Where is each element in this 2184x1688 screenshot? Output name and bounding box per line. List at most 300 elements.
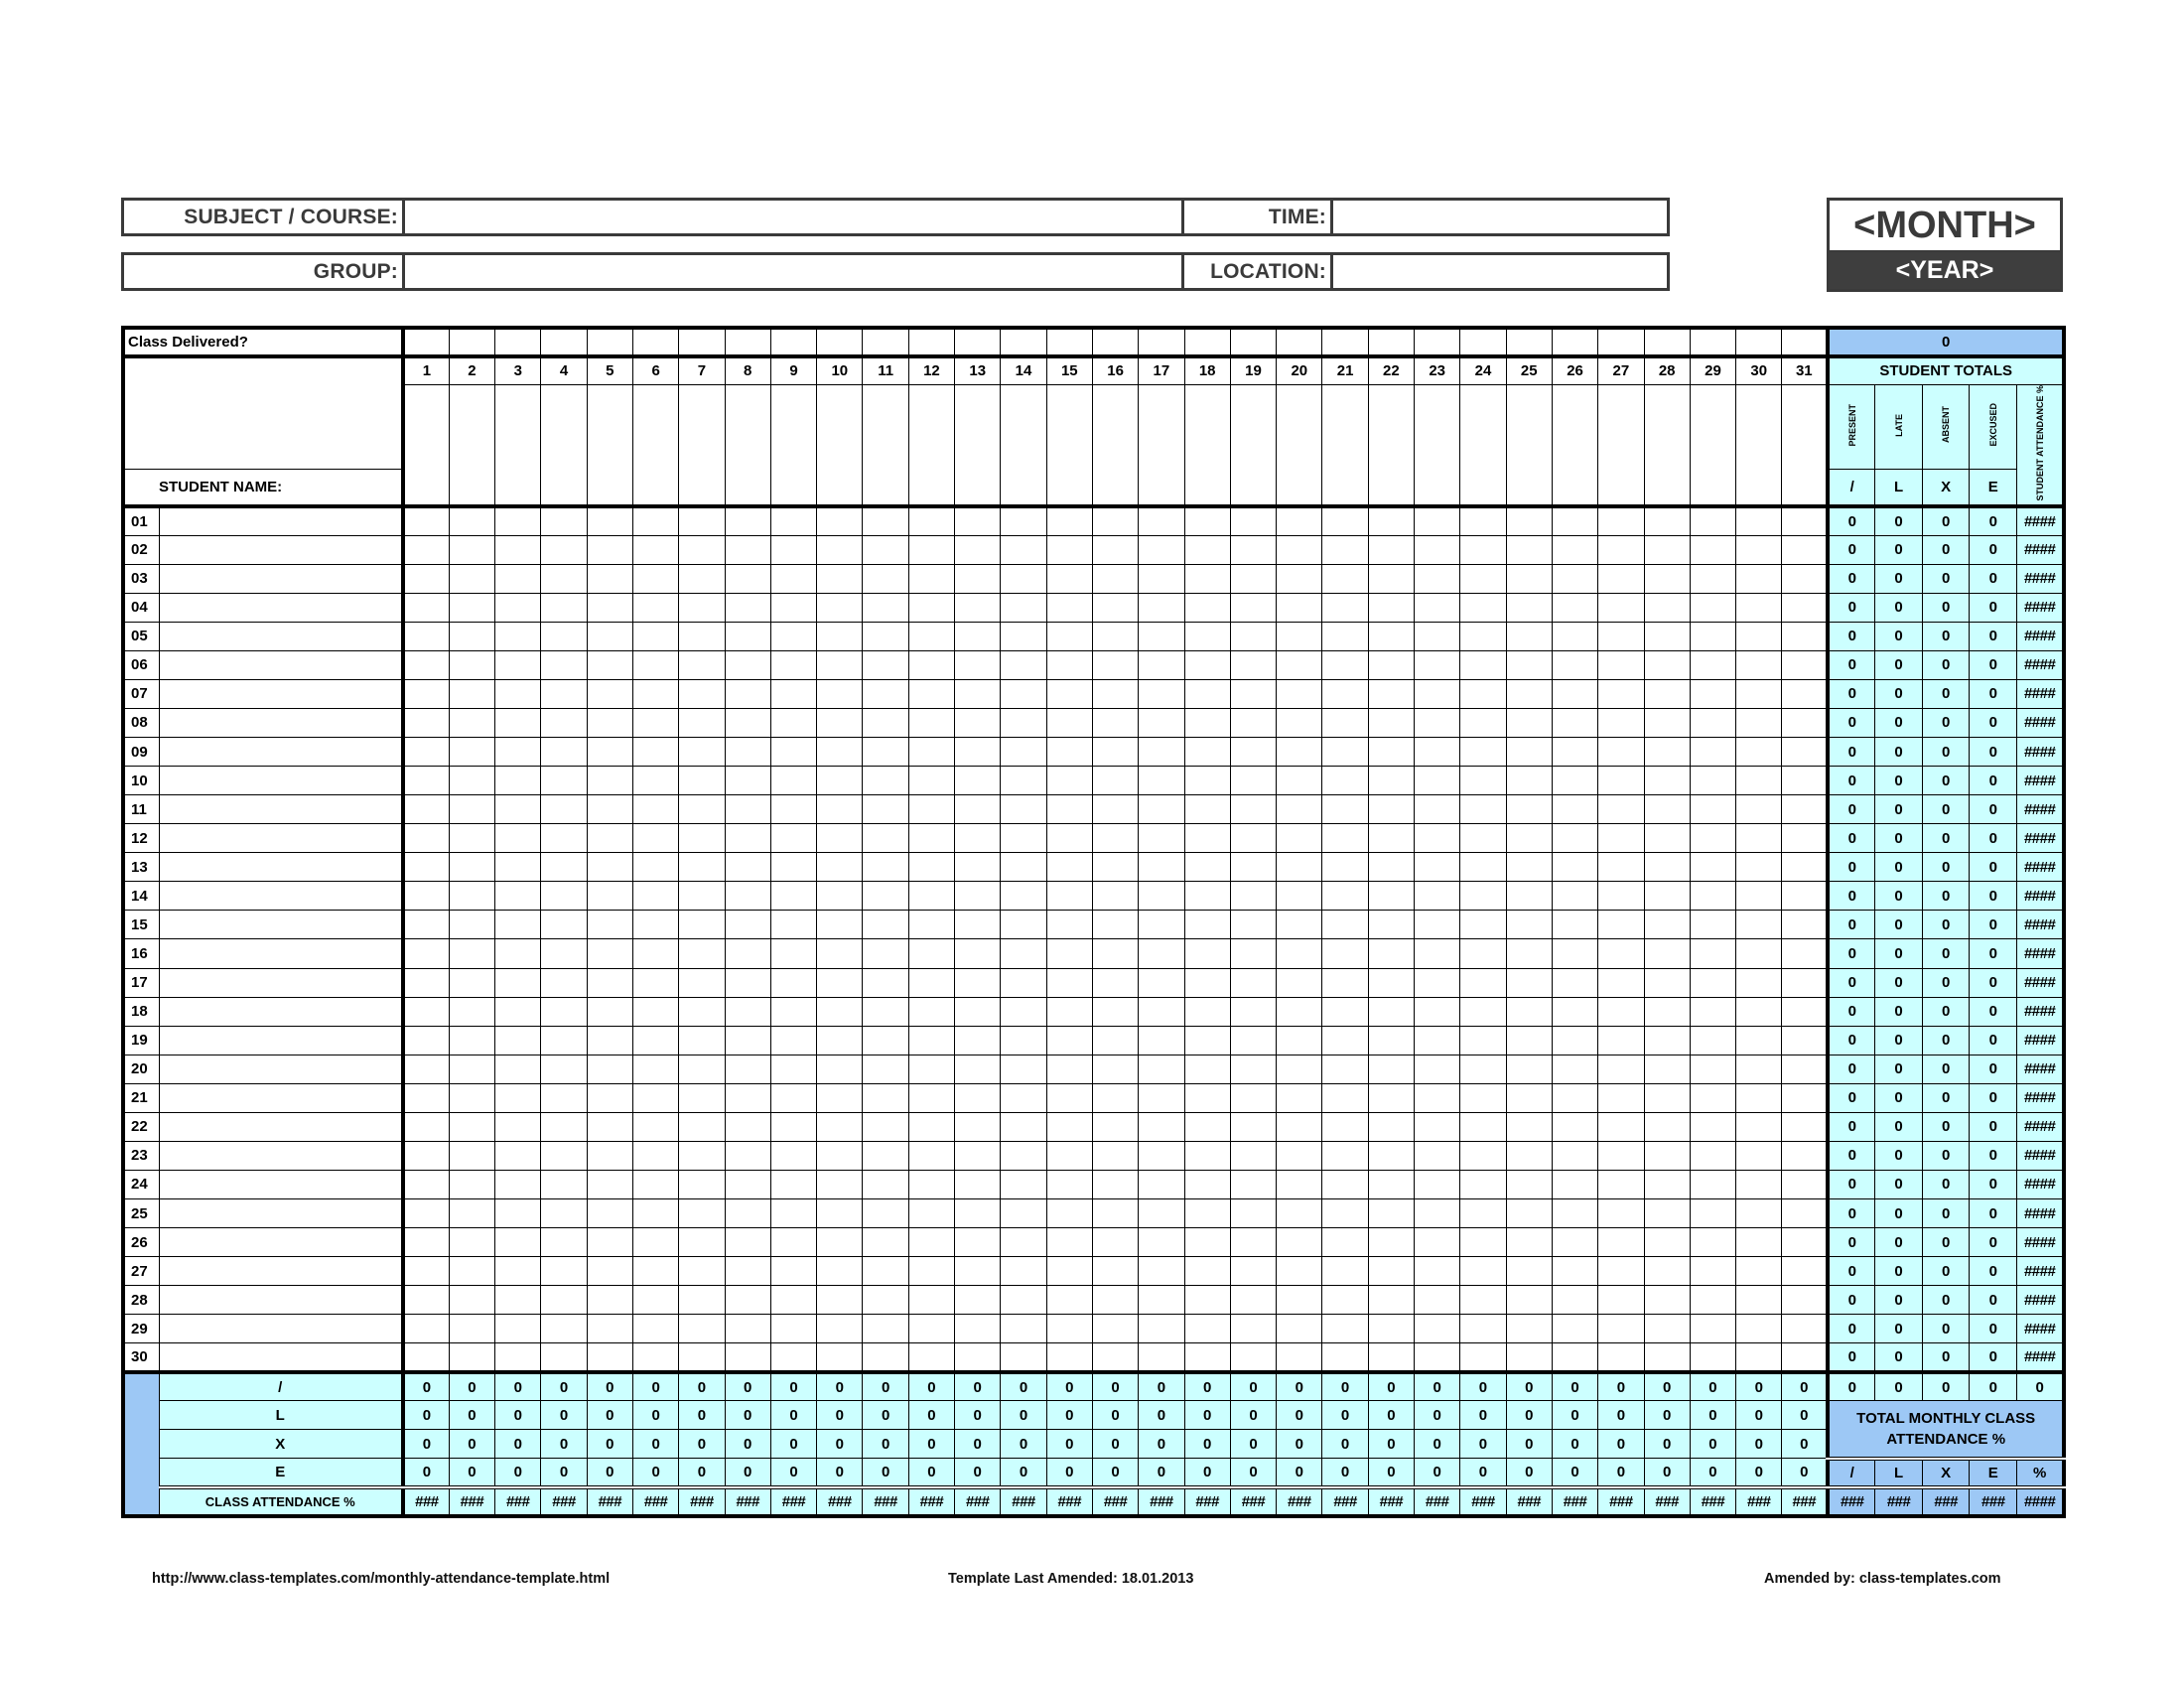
attendance-cell[interactable] (1139, 1141, 1184, 1170)
attendance-cell[interactable] (1139, 1083, 1184, 1112)
attendance-cell[interactable] (403, 622, 449, 650)
attendance-cell[interactable] (587, 1286, 632, 1315)
attendance-cell[interactable] (495, 738, 541, 767)
attendance-cell[interactable] (587, 939, 632, 968)
attendance-cell[interactable] (1001, 882, 1046, 911)
attendance-cell[interactable] (1552, 535, 1597, 564)
attendance-cell[interactable] (1046, 1170, 1092, 1198)
attendance-cell[interactable] (1368, 1141, 1414, 1170)
attendance-cell[interactable] (679, 535, 725, 564)
attendance-cell[interactable] (1368, 708, 1414, 737)
attendance-cell[interactable] (1644, 650, 1690, 679)
attendance-cell[interactable] (1690, 911, 1735, 939)
attendance-cell[interactable] (725, 853, 770, 882)
attendance-cell[interactable] (1277, 1228, 1322, 1257)
attendance-cell[interactable] (1322, 1343, 1368, 1372)
attendance-cell[interactable] (495, 1026, 541, 1055)
attendance-cell[interactable] (908, 535, 954, 564)
attendance-cell[interactable] (1046, 535, 1092, 564)
attendance-cell[interactable] (1277, 1286, 1322, 1315)
attendance-cell[interactable] (1184, 1055, 1230, 1083)
attendance-cell[interactable] (1644, 795, 1690, 824)
attendance-cell[interactable] (632, 738, 678, 767)
attendance-cell[interactable] (1139, 506, 1184, 535)
attendance-cell[interactable] (1460, 1083, 1506, 1112)
attendance-cell[interactable] (679, 939, 725, 968)
attendance-cell[interactable] (1736, 767, 1782, 795)
attendance-cell[interactable] (1230, 1199, 1276, 1228)
attendance-cell[interactable] (632, 911, 678, 939)
attendance-cell[interactable] (1460, 1286, 1506, 1315)
attendance-cell[interactable] (955, 939, 1001, 968)
attendance-cell[interactable] (1230, 535, 1276, 564)
attendance-cell[interactable] (1415, 1026, 1460, 1055)
attendance-cell[interactable] (449, 708, 494, 737)
attendance-cell[interactable] (863, 1170, 908, 1198)
class-delivered-cell[interactable] (1368, 328, 1414, 356)
attendance-cell[interactable] (1322, 535, 1368, 564)
attendance-cell[interactable] (403, 824, 449, 853)
student-name-input[interactable] (159, 767, 403, 795)
attendance-cell[interactable] (817, 1055, 863, 1083)
attendance-cell[interactable] (449, 939, 494, 968)
attendance-cell[interactable] (541, 968, 587, 997)
attendance-cell[interactable] (403, 939, 449, 968)
attendance-cell[interactable] (1782, 1315, 1828, 1343)
attendance-cell[interactable] (632, 968, 678, 997)
attendance-cell[interactable] (1092, 1026, 1138, 1055)
attendance-cell[interactable] (1184, 535, 1230, 564)
attendance-cell[interactable] (1506, 767, 1552, 795)
attendance-cell[interactable] (1782, 1228, 1828, 1257)
attendance-cell[interactable] (1230, 593, 1276, 622)
attendance-cell[interactable] (1644, 564, 1690, 593)
attendance-cell[interactable] (403, 1343, 449, 1372)
attendance-cell[interactable] (632, 1228, 678, 1257)
attendance-cell[interactable] (725, 1315, 770, 1343)
attendance-cell[interactable] (1092, 968, 1138, 997)
attendance-cell[interactable] (403, 997, 449, 1026)
attendance-cell[interactable] (1552, 1315, 1597, 1343)
attendance-cell[interactable] (817, 535, 863, 564)
attendance-cell[interactable] (1001, 1286, 1046, 1315)
attendance-cell[interactable] (1506, 997, 1552, 1026)
attendance-cell[interactable] (495, 1343, 541, 1372)
attendance-cell[interactable] (679, 1141, 725, 1170)
attendance-cell[interactable] (1046, 1141, 1092, 1170)
attendance-cell[interactable] (495, 853, 541, 882)
attendance-cell[interactable] (1046, 939, 1092, 968)
attendance-cell[interactable] (1552, 1112, 1597, 1141)
attendance-cell[interactable] (1736, 1343, 1782, 1372)
attendance-cell[interactable] (1736, 650, 1782, 679)
attendance-cell[interactable] (679, 650, 725, 679)
attendance-cell[interactable] (1322, 1112, 1368, 1141)
attendance-cell[interactable] (1552, 1170, 1597, 1198)
attendance-cell[interactable] (725, 1026, 770, 1055)
attendance-cell[interactable] (908, 1199, 954, 1228)
attendance-cell[interactable] (541, 535, 587, 564)
attendance-cell[interactable] (1230, 564, 1276, 593)
attendance-cell[interactable] (1598, 1055, 1644, 1083)
attendance-cell[interactable] (863, 708, 908, 737)
attendance-cell[interactable] (632, 708, 678, 737)
attendance-cell[interactable] (1506, 939, 1552, 968)
attendance-cell[interactable] (1184, 853, 1230, 882)
attendance-cell[interactable] (1139, 968, 1184, 997)
attendance-cell[interactable] (587, 708, 632, 737)
attendance-cell[interactable] (1001, 506, 1046, 535)
attendance-cell[interactable] (1782, 968, 1828, 997)
attendance-cell[interactable] (817, 1315, 863, 1343)
attendance-cell[interactable] (1782, 738, 1828, 767)
attendance-cell[interactable] (1368, 1343, 1414, 1372)
attendance-cell[interactable] (1001, 1055, 1046, 1083)
attendance-cell[interactable] (495, 1170, 541, 1198)
attendance-cell[interactable] (1368, 795, 1414, 824)
attendance-cell[interactable] (1736, 1055, 1782, 1083)
attendance-cell[interactable] (1598, 1257, 1644, 1286)
attendance-cell[interactable] (1415, 1199, 1460, 1228)
attendance-cell[interactable] (1368, 622, 1414, 650)
attendance-cell[interactable] (1001, 968, 1046, 997)
attendance-cell[interactable] (955, 1257, 1001, 1286)
attendance-cell[interactable] (1736, 622, 1782, 650)
attendance-cell[interactable] (1552, 679, 1597, 708)
attendance-cell[interactable] (1506, 824, 1552, 853)
attendance-cell[interactable] (770, 1228, 816, 1257)
attendance-cell[interactable] (1230, 506, 1276, 535)
attendance-cell[interactable] (725, 1083, 770, 1112)
attendance-cell[interactable] (770, 824, 816, 853)
attendance-cell[interactable] (725, 564, 770, 593)
attendance-cell[interactable] (1598, 1228, 1644, 1257)
attendance-cell[interactable] (495, 1141, 541, 1170)
attendance-cell[interactable] (587, 1026, 632, 1055)
attendance-cell[interactable] (1598, 506, 1644, 535)
attendance-cell[interactable] (632, 1170, 678, 1198)
attendance-cell[interactable] (1736, 1199, 1782, 1228)
attendance-cell[interactable] (1736, 882, 1782, 911)
attendance-cell[interactable] (403, 1228, 449, 1257)
attendance-cell[interactable] (587, 1170, 632, 1198)
attendance-cell[interactable] (1092, 708, 1138, 737)
attendance-cell[interactable] (449, 882, 494, 911)
class-delivered-cell[interactable] (587, 328, 632, 356)
attendance-cell[interactable] (1552, 506, 1597, 535)
attendance-cell[interactable] (1230, 1083, 1276, 1112)
attendance-cell[interactable] (955, 767, 1001, 795)
attendance-cell[interactable] (679, 1228, 725, 1257)
attendance-cell[interactable] (1415, 1228, 1460, 1257)
attendance-cell[interactable] (1184, 939, 1230, 968)
attendance-cell[interactable] (1230, 824, 1276, 853)
attendance-cell[interactable] (587, 1083, 632, 1112)
attendance-cell[interactable] (587, 506, 632, 535)
attendance-cell[interactable] (1277, 997, 1322, 1026)
attendance-cell[interactable] (587, 1055, 632, 1083)
attendance-cell[interactable] (1368, 767, 1414, 795)
attendance-cell[interactable] (449, 824, 494, 853)
attendance-cell[interactable] (587, 1199, 632, 1228)
attendance-cell[interactable] (1368, 679, 1414, 708)
attendance-cell[interactable] (725, 767, 770, 795)
attendance-cell[interactable] (955, 1141, 1001, 1170)
attendance-cell[interactable] (1368, 1112, 1414, 1141)
attendance-cell[interactable] (541, 1257, 587, 1286)
attendance-cell[interactable] (587, 738, 632, 767)
attendance-cell[interactable] (1598, 1141, 1644, 1170)
attendance-cell[interactable] (1782, 911, 1828, 939)
attendance-cell[interactable] (1690, 708, 1735, 737)
attendance-cell[interactable] (495, 824, 541, 853)
attendance-cell[interactable] (1552, 1343, 1597, 1372)
attendance-cell[interactable] (495, 535, 541, 564)
attendance-cell[interactable] (1092, 1228, 1138, 1257)
attendance-cell[interactable] (1184, 650, 1230, 679)
attendance-cell[interactable] (1690, 1199, 1735, 1228)
attendance-cell[interactable] (1460, 506, 1506, 535)
attendance-cell[interactable] (632, 1112, 678, 1141)
attendance-cell[interactable] (1139, 1228, 1184, 1257)
attendance-cell[interactable] (1001, 1199, 1046, 1228)
attendance-cell[interactable] (1506, 738, 1552, 767)
attendance-cell[interactable] (495, 593, 541, 622)
attendance-cell[interactable] (725, 1199, 770, 1228)
attendance-cell[interactable] (587, 535, 632, 564)
class-delivered-cell[interactable] (679, 328, 725, 356)
attendance-cell[interactable] (770, 650, 816, 679)
attendance-cell[interactable] (541, 939, 587, 968)
attendance-cell[interactable] (1506, 506, 1552, 535)
attendance-cell[interactable] (1736, 1257, 1782, 1286)
attendance-cell[interactable] (632, 853, 678, 882)
attendance-cell[interactable] (1415, 622, 1460, 650)
attendance-cell[interactable] (1415, 593, 1460, 622)
attendance-cell[interactable] (725, 679, 770, 708)
attendance-cell[interactable] (1230, 679, 1276, 708)
attendance-cell[interactable] (770, 1257, 816, 1286)
attendance-cell[interactable] (541, 564, 587, 593)
attendance-cell[interactable] (632, 939, 678, 968)
attendance-cell[interactable] (908, 824, 954, 853)
attendance-cell[interactable] (1598, 1112, 1644, 1141)
attendance-cell[interactable] (1644, 1055, 1690, 1083)
attendance-cell[interactable] (1644, 1343, 1690, 1372)
attendance-cell[interactable] (1690, 1026, 1735, 1055)
attendance-cell[interactable] (1184, 882, 1230, 911)
attendance-cell[interactable] (587, 1228, 632, 1257)
attendance-cell[interactable] (1092, 1286, 1138, 1315)
attendance-cell[interactable] (449, 1315, 494, 1343)
attendance-cell[interactable] (863, 1055, 908, 1083)
attendance-cell[interactable] (908, 622, 954, 650)
attendance-cell[interactable] (1139, 535, 1184, 564)
attendance-cell[interactable] (541, 853, 587, 882)
attendance-cell[interactable] (1092, 1141, 1138, 1170)
attendance-cell[interactable] (1690, 1055, 1735, 1083)
attendance-cell[interactable] (908, 853, 954, 882)
attendance-cell[interactable] (632, 1026, 678, 1055)
attendance-cell[interactable] (495, 795, 541, 824)
attendance-cell[interactable] (1092, 738, 1138, 767)
attendance-cell[interactable] (541, 738, 587, 767)
attendance-cell[interactable] (1460, 1170, 1506, 1198)
attendance-cell[interactable] (1230, 650, 1276, 679)
student-name-input[interactable] (159, 1286, 403, 1315)
attendance-cell[interactable] (863, 593, 908, 622)
attendance-cell[interactable] (725, 1170, 770, 1198)
attendance-cell[interactable] (1644, 997, 1690, 1026)
attendance-cell[interactable] (1598, 650, 1644, 679)
attendance-cell[interactable] (1782, 795, 1828, 824)
attendance-cell[interactable] (1277, 708, 1322, 737)
attendance-cell[interactable] (449, 1083, 494, 1112)
attendance-cell[interactable] (1552, 767, 1597, 795)
attendance-cell[interactable] (770, 1055, 816, 1083)
student-name-input[interactable] (159, 738, 403, 767)
attendance-cell[interactable] (403, 679, 449, 708)
attendance-cell[interactable] (1644, 738, 1690, 767)
attendance-cell[interactable] (1184, 679, 1230, 708)
attendance-cell[interactable] (908, 939, 954, 968)
attendance-cell[interactable] (955, 911, 1001, 939)
attendance-cell[interactable] (1690, 882, 1735, 911)
attendance-cell[interactable] (1001, 795, 1046, 824)
attendance-cell[interactable] (403, 795, 449, 824)
attendance-cell[interactable] (1598, 564, 1644, 593)
attendance-cell[interactable] (770, 1170, 816, 1198)
attendance-cell[interactable] (679, 1026, 725, 1055)
attendance-cell[interactable] (449, 1170, 494, 1198)
attendance-cell[interactable] (1277, 1026, 1322, 1055)
attendance-cell[interactable] (1736, 593, 1782, 622)
attendance-cell[interactable] (403, 853, 449, 882)
attendance-cell[interactable] (1690, 622, 1735, 650)
attendance-cell[interactable] (403, 1055, 449, 1083)
attendance-cell[interactable] (449, 1026, 494, 1055)
attendance-cell[interactable] (541, 1170, 587, 1198)
attendance-cell[interactable] (541, 911, 587, 939)
attendance-cell[interactable] (1184, 1228, 1230, 1257)
attendance-cell[interactable] (863, 535, 908, 564)
attendance-cell[interactable] (541, 882, 587, 911)
attendance-cell[interactable] (817, 997, 863, 1026)
attendance-cell[interactable] (1415, 968, 1460, 997)
attendance-cell[interactable] (1368, 1170, 1414, 1198)
attendance-cell[interactable] (1644, 1083, 1690, 1112)
attendance-cell[interactable] (587, 968, 632, 997)
attendance-cell[interactable] (1598, 1286, 1644, 1315)
attendance-cell[interactable] (1322, 882, 1368, 911)
attendance-cell[interactable] (863, 1083, 908, 1112)
student-name-input[interactable] (159, 650, 403, 679)
attendance-cell[interactable] (1506, 911, 1552, 939)
attendance-cell[interactable] (632, 1315, 678, 1343)
attendance-cell[interactable] (1277, 853, 1322, 882)
attendance-cell[interactable] (1139, 564, 1184, 593)
attendance-cell[interactable] (403, 1083, 449, 1112)
attendance-cell[interactable] (587, 767, 632, 795)
attendance-cell[interactable] (679, 708, 725, 737)
attendance-cell[interactable] (908, 564, 954, 593)
class-delivered-cell[interactable] (1552, 328, 1597, 356)
attendance-cell[interactable] (817, 1257, 863, 1286)
attendance-cell[interactable] (1598, 535, 1644, 564)
attendance-cell[interactable] (817, 1026, 863, 1055)
attendance-cell[interactable] (817, 708, 863, 737)
attendance-cell[interactable] (1184, 1257, 1230, 1286)
attendance-cell[interactable] (632, 622, 678, 650)
attendance-cell[interactable] (449, 650, 494, 679)
attendance-cell[interactable] (955, 1026, 1001, 1055)
attendance-cell[interactable] (1736, 1315, 1782, 1343)
attendance-cell[interactable] (1046, 1343, 1092, 1372)
attendance-cell[interactable] (587, 1141, 632, 1170)
attendance-cell[interactable] (1782, 1083, 1828, 1112)
attendance-cell[interactable] (1506, 1343, 1552, 1372)
attendance-cell[interactable] (955, 1228, 1001, 1257)
attendance-cell[interactable] (1506, 1055, 1552, 1083)
attendance-cell[interactable] (770, 795, 816, 824)
attendance-cell[interactable] (1046, 1257, 1092, 1286)
attendance-cell[interactable] (1506, 1315, 1552, 1343)
attendance-cell[interactable] (770, 1199, 816, 1228)
attendance-cell[interactable] (770, 939, 816, 968)
attendance-cell[interactable] (1415, 767, 1460, 795)
attendance-cell[interactable] (1277, 738, 1322, 767)
attendance-cell[interactable] (403, 708, 449, 737)
attendance-cell[interactable] (770, 535, 816, 564)
attendance-cell[interactable] (1368, 650, 1414, 679)
attendance-cell[interactable] (863, 1112, 908, 1141)
attendance-cell[interactable] (1139, 708, 1184, 737)
attendance-cell[interactable] (1736, 708, 1782, 737)
attendance-cell[interactable] (632, 795, 678, 824)
attendance-cell[interactable] (725, 911, 770, 939)
attendance-cell[interactable] (1184, 1343, 1230, 1372)
attendance-cell[interactable] (817, 564, 863, 593)
attendance-cell[interactable] (449, 795, 494, 824)
attendance-cell[interactable] (770, 738, 816, 767)
attendance-cell[interactable] (1690, 679, 1735, 708)
attendance-cell[interactable] (1184, 1170, 1230, 1198)
attendance-cell[interactable] (1782, 535, 1828, 564)
attendance-cell[interactable] (908, 1112, 954, 1141)
attendance-cell[interactable] (495, 650, 541, 679)
attendance-cell[interactable] (1092, 1315, 1138, 1343)
attendance-cell[interactable] (817, 593, 863, 622)
attendance-cell[interactable] (770, 968, 816, 997)
attendance-cell[interactable] (449, 1112, 494, 1141)
attendance-cell[interactable] (1736, 1083, 1782, 1112)
attendance-cell[interactable] (1644, 535, 1690, 564)
attendance-cell[interactable] (1552, 795, 1597, 824)
attendance-cell[interactable] (632, 650, 678, 679)
attendance-cell[interactable] (679, 564, 725, 593)
attendance-cell[interactable] (817, 1286, 863, 1315)
attendance-cell[interactable] (1598, 853, 1644, 882)
class-delivered-cell[interactable] (1415, 328, 1460, 356)
student-name-input[interactable] (159, 535, 403, 564)
attendance-cell[interactable] (495, 1257, 541, 1286)
attendance-cell[interactable] (908, 1026, 954, 1055)
attendance-cell[interactable] (495, 1228, 541, 1257)
attendance-cell[interactable] (863, 939, 908, 968)
attendance-cell[interactable] (1552, 1083, 1597, 1112)
attendance-cell[interactable] (1415, 564, 1460, 593)
attendance-cell[interactable] (817, 679, 863, 708)
